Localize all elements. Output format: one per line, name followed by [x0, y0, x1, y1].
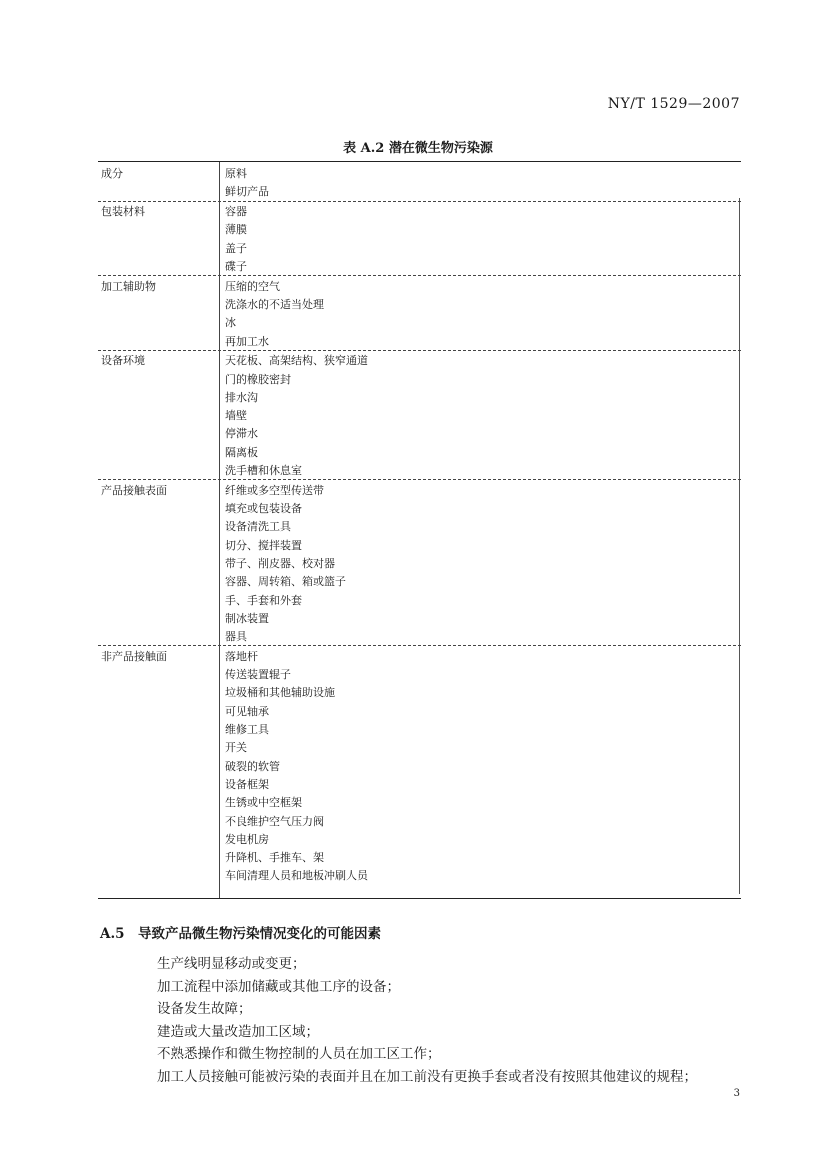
paragraph: 不熟悉操作和微生物控制的人员在加工区工作； [157, 1046, 441, 1062]
contamination-source-table [98, 161, 741, 899]
source-item: 设备框架 [225, 777, 269, 791]
source-item: 手、手套和外套 [225, 593, 302, 607]
source-item: 压缩的空气 [225, 279, 280, 293]
page-number: 3 [733, 1088, 740, 1099]
source-item: 洗涤水的不适当处理 [225, 297, 324, 311]
source-item: 盖子 [225, 241, 247, 255]
source-item: 墙壁 [225, 409, 247, 423]
category-label: 成分 [101, 167, 123, 180]
group-separator [98, 275, 741, 276]
source-item: 鲜切产品 [225, 185, 269, 199]
source-item: 碟子 [225, 259, 247, 273]
source-item: 天花板、高架结构、狭窄通道 [225, 354, 368, 368]
group-separator [98, 645, 741, 646]
paragraph: 设备发生故障； [157, 1001, 252, 1017]
source-item: 不良维护空气压力阀 [225, 814, 324, 828]
source-item: 原料 [225, 167, 247, 180]
source-item: 垃圾桶和其他辅助设施 [225, 686, 335, 700]
source-item: 升降机、手推车、架 [225, 851, 324, 865]
section-number: A.5 [100, 926, 125, 942]
source-item: 冰 [225, 316, 236, 330]
right-border [739, 198, 740, 894]
source-item: 隔离板 [225, 445, 258, 459]
group-separator [98, 350, 741, 351]
source-item: 车间清理人员和地板冲刷人员 [225, 869, 368, 883]
source-item: 薄膜 [225, 223, 247, 237]
group-separator [98, 201, 741, 202]
section-title: 导致产品微生物污染情况变化的可能因素 [138, 926, 381, 942]
source-item: 容器 [225, 205, 247, 218]
section-heading [100, 922, 381, 942]
paragraph: 加工人员接触可能被污染的表面并且在加工前没有更换手套或者没有按照其他建议的规程； [157, 1068, 697, 1085]
source-item: 再加工水 [225, 334, 269, 348]
group-separator [98, 479, 741, 480]
source-item: 带子、削皮器、校对器 [225, 556, 335, 570]
source-item: 器具 [225, 630, 247, 644]
source-item: 排水沟 [225, 390, 258, 404]
source-item: 纤维或多空型传送带 [225, 483, 324, 497]
source-item: 落地杆 [225, 649, 258, 663]
source-item: 停滞水 [225, 427, 258, 441]
category-label: 包装材料 [101, 205, 145, 218]
source-item: 维修工具 [225, 723, 269, 736]
source-item: 切分、搅拌装置 [225, 538, 302, 552]
source-item: 填充或包装设备 [225, 502, 302, 515]
standard-code: NY/T 1529—2007 [607, 96, 740, 112]
paragraph: 加工流程中添加储藏或其他工序的设备； [157, 978, 400, 995]
paragraph: 建造或大量改造加工区域； [157, 1023, 319, 1040]
source-item: 门的橡胶密封 [225, 372, 291, 386]
source-item: 传送装置辊子 [225, 668, 291, 682]
category-label: 加工辅助物 [101, 279, 156, 293]
source-item: 开关 [225, 741, 247, 755]
category-label: 产品接触表面 [101, 483, 167, 497]
paragraph: 生产线明显移动或变更； [157, 956, 306, 972]
category-label: 非产品接触面 [101, 649, 167, 663]
table-caption: 表 A.2 潜在微生物污染源 [343, 141, 493, 156]
source-item: 设备清洗工具 [225, 520, 291, 534]
category-label: 设备环境 [101, 354, 145, 368]
source-item: 生锈或中空框架 [225, 796, 302, 810]
source-item: 可见轴承 [225, 704, 269, 718]
source-item: 洗手槽和休息室 [225, 464, 302, 477]
source-item: 制冰装置 [225, 611, 269, 625]
source-item: 发电机房 [225, 832, 269, 846]
column-divider [219, 162, 220, 898]
source-item: 容器、周转箱、箱或篮子 [225, 575, 346, 589]
source-item: 破裂的软管 [225, 759, 280, 773]
